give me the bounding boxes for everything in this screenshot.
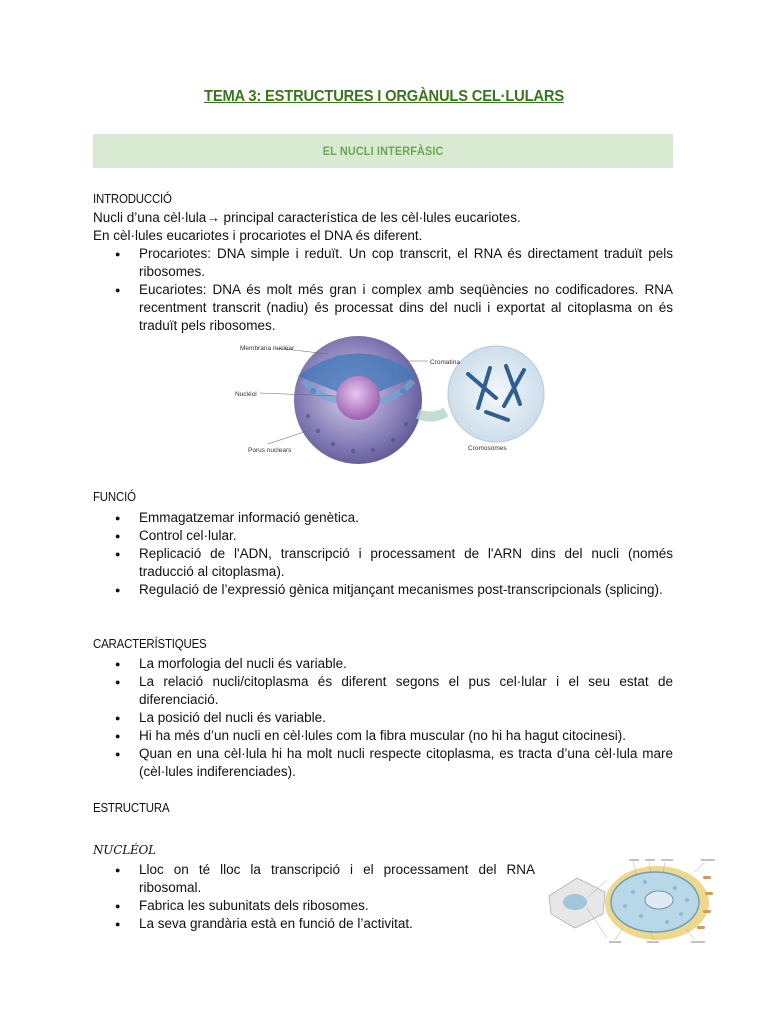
nucleolus-shape (645, 891, 673, 909)
list-item: ● Hi ha més d’un nucli en cèl·lules com la fibra muscular (no hi ha hagut citocinesi). (93, 727, 673, 745)
list-item: ● La relació nucli/citoplasma és diferent segons el pus cel·lular i el seu estat de diferenciació. (93, 673, 673, 709)
label-chromosomes: Cromosomes (468, 445, 507, 452)
chromosome-bubble (448, 346, 544, 442)
list-item: ● La seva grandària està en funció de l’activitat. (93, 915, 535, 933)
label-nucleolus: Nucléol (235, 391, 257, 398)
nucleus-figure (228, 336, 548, 466)
nucleol-subheading: NUCLÉOL (93, 843, 156, 857)
list-item: ● La morfologia del nucli és variable. (93, 655, 673, 673)
document-title: TEMA 3: ESTRUCTURES I ORGÀNULS CEL·LULARS (204, 88, 564, 105)
nucleol-list (93, 861, 535, 933)
label-pores: Porus nuclears (248, 447, 292, 454)
intro-line-1: Nucli d’una cèl·lula→ principal característica de les cèl·lules eucariotes. (93, 210, 521, 225)
section-band (93, 134, 673, 168)
nucleolus-figure (545, 858, 723, 944)
nucleolus-illustration (545, 858, 723, 944)
funcio-list (93, 509, 673, 599)
list-item: ● La posició del nucli és variable. (93, 709, 673, 727)
intro-heading: INTRODUCCIÓ (93, 191, 172, 206)
list-item: ● Replicació de l'ADN, transcripció i processament de l'ARN dins del nucli (només traducció al citoplasma). (93, 545, 673, 581)
list-item: ● Quan en una cèl·lula hi ha molt nucli respecte citoplasma, es tracta d’una cèl·lula mare (cèl·lules indiferenciades). (93, 745, 673, 781)
nucleolus-shape (336, 376, 380, 420)
label-chromatin: Cromatina (430, 359, 460, 366)
list-item: ● Fabrica les subunitats dels ribosomes. (93, 897, 535, 915)
list-item: ● Eucariotes: DNA és molt més gran i complex amb seqüències no codificadores. RNA recentment transcrit (nadiu) és processat dins del nucli i exportat al citoplasma on és traduït pels ribosomes. (93, 281, 673, 335)
caracteristiques-heading: CARACTERÍSTIQUES (93, 636, 207, 651)
band-title: EL NUCLI INTERFÀSIC (322, 144, 444, 158)
nucleus-illustration (228, 336, 548, 466)
intro-list (93, 245, 673, 335)
list-item: ● Procariotes: DNA simple i reduït. Un cop transcrit, el RNA és directament traduït pels ribosomes. (93, 245, 673, 281)
funcio-heading: FUNCIÓ (93, 489, 136, 504)
list-item: ● Regulació de l’expressió gènica mitjançant mecanismes post-transcripcionals (splicing). (93, 581, 673, 599)
intro-line-2: En cèl·lules eucariotes i procariotes el DNA és diferent. (93, 228, 423, 243)
estructura-heading: ESTRUCTURA (93, 800, 170, 815)
list-item: ● Lloc on té lloc la transcripció i el processament del RNA ribosomal. (93, 861, 535, 897)
caracteristiques-list (93, 655, 673, 781)
label-membrane: Membrana nuclear (240, 345, 295, 352)
list-item: ● Control cel·lular. (93, 527, 673, 545)
list-item: ● Emmagatzemar informació genètica. (93, 509, 673, 527)
